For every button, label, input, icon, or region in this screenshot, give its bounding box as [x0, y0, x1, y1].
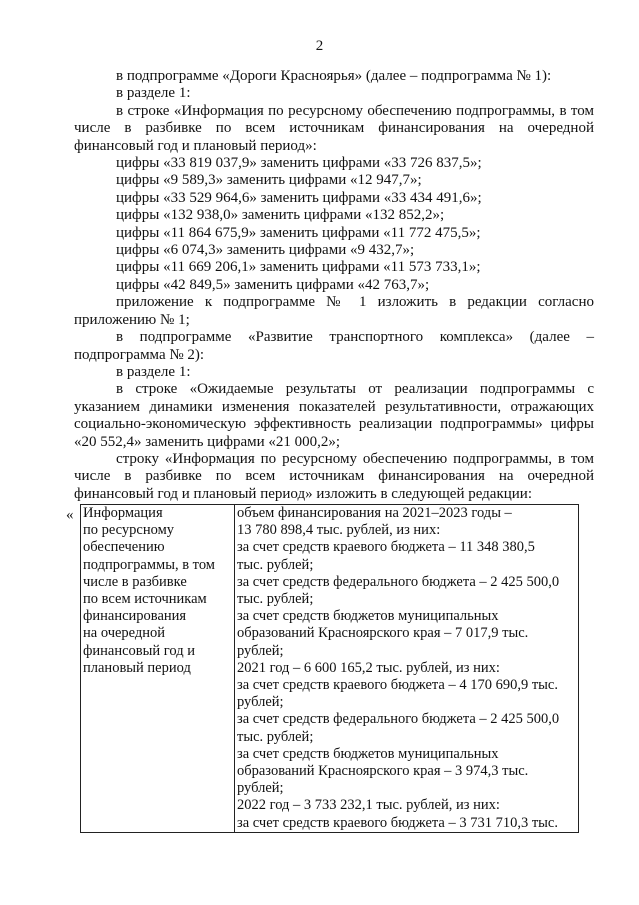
cell-line: плановый период [83, 659, 191, 676]
paragraph: в разделе 1: [116, 85, 191, 102]
paragraph: цифры «11 864 675,9» заменить цифрами «11 772 475,5»; [116, 224, 481, 241]
paragraph: в разделе 1: [116, 363, 191, 380]
cell-line: рублей; [236, 780, 284, 797]
resource-info-table [80, 504, 579, 833]
cell-line: по всем источникам [83, 591, 207, 608]
cell-line: обеспечению [83, 539, 165, 556]
cell-line: за счет средств краевого бюджета – 3 731 710,3 тыс. [236, 814, 558, 831]
cell-line: за счет средств федерального бюджета – 2 425 500,0 [236, 711, 560, 728]
paragraph: цифры «33 819 037,9» заменить цифрами «33 726 837,5»; [116, 155, 482, 172]
paragraph: цифры «9 589,3» заменить цифрами «12 947,7»; [116, 172, 422, 189]
opening-quote-mark: « [66, 507, 74, 523]
cell-line: Информация [83, 505, 163, 521]
paragraph: в подпрограмме «Дороги Красноярья» (далее – подпрограмма № 1): [116, 68, 552, 84]
cell-line: образований Красноярского края – 7 017,9 тыс. [236, 625, 529, 642]
paragraph: приложение к подпрограмме № 1 изложить в редакции согласно приложению № 1; [74, 294, 594, 328]
cell-line: 2022 год – 3 733 232,1 тыс. рублей, из них: [236, 797, 500, 814]
cell-line: объем финансирования на 2021–2023 годы – [236, 505, 512, 521]
cell-line: рублей; [236, 694, 284, 711]
cell-line: на очередной [83, 625, 166, 642]
cell-line: 2021 год – 6 600 165,2 тыс. рублей, из них: [236, 659, 500, 676]
cell-line: подпрограммы, в том [83, 556, 215, 573]
cell-line: за счет средств федерального бюджета – 2 425 500,0 [236, 573, 560, 590]
table-row [81, 505, 579, 833]
cell-line: финансовый год и [83, 642, 195, 659]
page-number: 2 [315, 38, 324, 54]
paragraph: строку «Информация по ресурсному обеспечению подпрограммы, в том числе в разбивке по всем источникам финансирования на очередной финансовый год и плановый период» изложить в следующей редакции: [74, 450, 594, 502]
paragraph: цифры «42 849,5» заменить цифрами «42 763,7»; [116, 276, 430, 293]
cell-line: числе в разбивке [83, 573, 187, 590]
paragraph: в подпрограмме «Развитие транспортного комплекса» (далее – подпрограмма № 2): [74, 329, 594, 363]
paragraph: цифры «132 938,0» заменить цифрами «132 852,2»; [116, 207, 445, 224]
cell-line: рублей; [236, 642, 284, 659]
cell-line: финансирования [83, 608, 187, 625]
paragraph: в строке «Информация по ресурсному обеспечению подпрограммы, в том числе в разбивке по всем источникам финансирования на очередной финансовый год и плановый период»: [74, 102, 594, 154]
paragraph: цифры «6 074,3» заменить цифрами «9 432,7»; [116, 242, 415, 259]
cell-line: за счет средств бюджетов муниципальных [236, 608, 499, 625]
cell-line: по ресурсному [83, 522, 175, 539]
cell-line: 13 780 898,4 тыс. рублей, из них: [236, 522, 441, 539]
cell-line: за счет средств бюджетов муниципальных [236, 745, 499, 762]
paragraph: в строке «Ожидаемые результаты от реализации подпрограммы с указанием динамики изменения показателей результативности, отражающих социально-экономическую эффективность реализации подпрограммы» цифры «20 552,4» заменить цифрами «21 000,2»; [74, 381, 594, 450]
cell-line: тыс. рублей; [236, 556, 314, 573]
paragraph: цифры «33 529 964,6» заменить цифрами «33 434 491,6»; [116, 189, 482, 206]
cell-line: образований Красноярского края – 3 974,3 тыс. [236, 763, 529, 780]
table-cell-value [234, 505, 578, 833]
cell-line: тыс. рублей; [236, 728, 314, 745]
document-body [74, 68, 594, 503]
table-cell-label [81, 505, 235, 833]
cell-line: за счет средств краевого бюджета – 11 348 380,5 [236, 539, 535, 556]
paragraph: цифры «11 669 206,1» заменить цифрами «11 573 733,1»; [116, 259, 481, 276]
cell-line: за счет средств краевого бюджета – 4 170 690,9 тыс. [236, 677, 558, 694]
cell-line: тыс. рублей; [236, 591, 314, 608]
